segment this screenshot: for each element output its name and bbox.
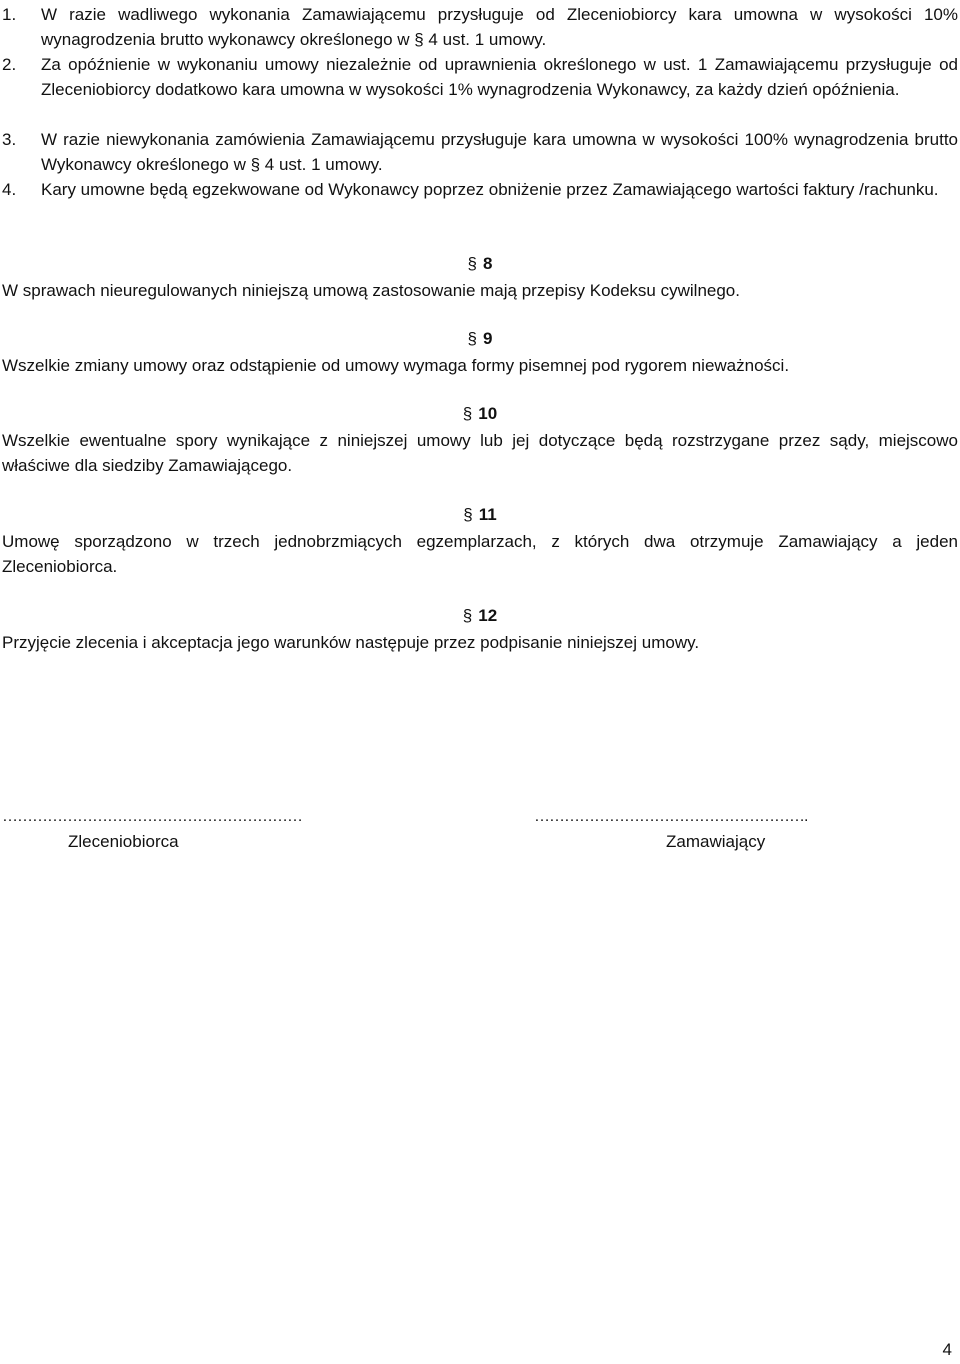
list-item-number: 3. — [2, 130, 17, 149]
section-number: 9 — [483, 329, 493, 348]
signature-label-client: Zamawiający — [666, 832, 766, 851]
section-symbol: § — [462, 606, 473, 625]
section-heading-12 — [0, 605, 960, 627]
signature-label-contractor: Zleceniobiorca — [68, 832, 179, 851]
list-item-number: 4. — [2, 180, 17, 199]
section-heading-9 — [0, 328, 960, 350]
list-item-number: 1. — [2, 5, 17, 24]
list-item-text: W razie niewykonania zamówienia Zamawiającemu przysługuje kara umowna w wysokości 100% wynagrodzenia brutto Wykonawcy określonego w § 4 ust. 1 umowy. — [41, 130, 958, 174]
list-item-text: W razie wadliwego wykonania Zamawiającemu przysługuje od Zleceniobiorcy kara umowna w wysokości 10% wynagrodzenia brutto wykonawcy określonego w § 4 ust. 1 umowy. — [41, 5, 958, 49]
section-symbol: § — [467, 329, 477, 348]
signature-line-contractor: …………………………………………………… — [2, 808, 302, 825]
list-item — [2, 2, 960, 52]
section-8-text: W sprawach nieuregulowanych niniejszą umową zastosowanie mają przepisy Kodeksu cywilnego. — [2, 281, 740, 300]
section-number: 12 — [478, 606, 498, 625]
section-number: 11 — [478, 505, 497, 524]
signature-line-client: ………………………………………………. — [534, 808, 808, 825]
section-number: 10 — [478, 404, 498, 423]
section-number: 8 — [483, 254, 493, 273]
section-heading-8 — [0, 253, 960, 275]
section-symbol: § — [467, 254, 477, 273]
section-heading-11 — [0, 504, 960, 526]
section-symbol: § — [463, 505, 473, 524]
section-12-text: Przyjęcie zlecenia i akceptacja jego warunków następuje przez podpisanie niniejszej umowy. — [2, 633, 700, 652]
section-symbol: § — [462, 404, 473, 423]
section-9-text: Wszelkie zmiany umowy oraz odstąpienie od umowy wymaga formy pisemnej pod rygorem nieważności. — [2, 356, 790, 375]
section-11-text: Umowę sporządzono w trzech jednobrzmiących egzemplarzach, z których dwa otrzymuje Zamawiający a jeden Zleceniobiorca. — [2, 532, 958, 576]
list-item-text: Kary umowne będą egzekwowane od Wykonawcy poprzez obniżenie przez Zamawiającego wartości faktury /rachunku. — [41, 180, 939, 199]
list-item — [2, 127, 960, 177]
page-number: 4 — [942, 1340, 952, 1359]
section-10-text: Wszelkie ewentualne spory wynikające z niniejszej umowy lub jej dotyczące będą rozstrzygane przez sądy, miejscowo właściwe dla siedziby Zamawiającego. — [2, 431, 958, 475]
list-item-text: Za opóźnienie w wykonaniu umowy niezależnie od uprawnienia określonego w ust. 1 Zamawiającemu przysługuje od Zleceniobiorcy dodatkowo kara umowna w wysokości 1% wynagrodzenia Wykonawcy, za każdy dzień opóźnienia. — [41, 55, 958, 99]
list-item — [2, 177, 960, 202]
list-item-number: 2. — [2, 55, 17, 74]
section-heading-10 — [0, 403, 960, 425]
list-item — [2, 52, 960, 102]
